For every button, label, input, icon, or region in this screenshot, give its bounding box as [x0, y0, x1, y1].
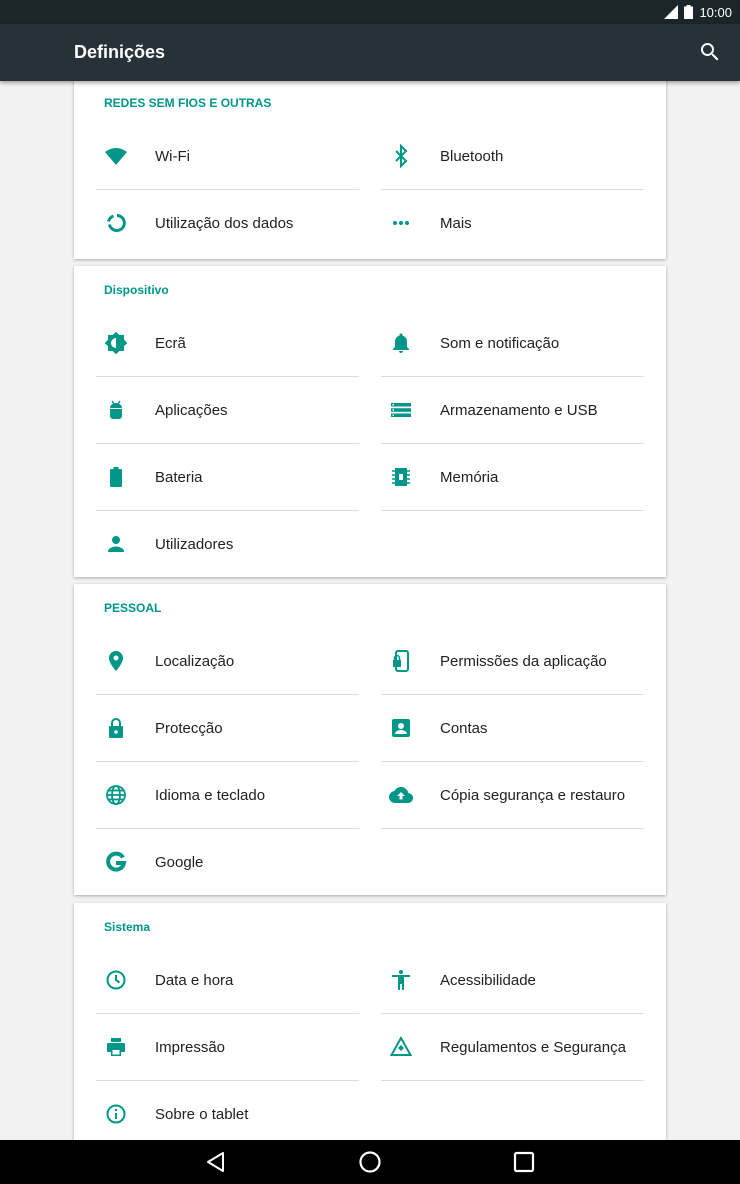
language-item[interactable]: [96, 762, 359, 829]
security-label: Protecção: [155, 720, 223, 737]
phone-lock-icon: [389, 649, 413, 673]
accessibility-label: Acessibilidade: [440, 972, 536, 989]
accounts-label: Contas: [440, 720, 488, 737]
back-icon: [204, 1150, 228, 1174]
system-header: Sistema: [104, 920, 151, 934]
storage-icon: [389, 398, 413, 422]
location-pin-icon: [104, 649, 128, 673]
more-icon: [389, 211, 413, 235]
device-card: [74, 266, 666, 577]
sound-item[interactable]: [381, 310, 644, 377]
android-icon: [104, 398, 128, 422]
back-button[interactable]: [204, 1150, 228, 1174]
date-time-label: Data e hora: [155, 972, 234, 989]
search-icon: [698, 40, 722, 64]
lock-icon: [104, 716, 128, 740]
users-item[interactable]: [96, 511, 359, 578]
location-item[interactable]: [96, 628, 359, 695]
navigation-bar: [0, 1140, 740, 1184]
google-item[interactable]: [96, 829, 359, 896]
home-icon: [358, 1150, 382, 1174]
users-label: Utilizadores: [155, 536, 234, 553]
search-button[interactable]: [698, 40, 722, 64]
brightness-icon: [104, 331, 128, 355]
battery-setting-icon: [104, 465, 128, 489]
more-label: Mais: [440, 215, 472, 232]
regulatory-icon: [389, 1035, 413, 1059]
accounts-item[interactable]: [381, 695, 644, 762]
battery-icon: [684, 5, 693, 19]
memory-item[interactable]: [381, 444, 644, 511]
security-item[interactable]: [96, 695, 359, 762]
display-item[interactable]: [96, 310, 359, 377]
globe-icon: [104, 783, 128, 807]
info-icon: [104, 1102, 128, 1126]
regulatory-item[interactable]: [381, 1014, 644, 1081]
google-icon: [104, 850, 128, 874]
home-button[interactable]: [358, 1150, 382, 1174]
more-item[interactable]: [381, 190, 644, 257]
bluetooth-label: Bluetooth: [440, 148, 504, 165]
device-header: Dispositivo: [104, 283, 169, 297]
backup-item[interactable]: [381, 762, 644, 829]
apps-item[interactable]: [96, 377, 359, 444]
battery-label: Bateria: [155, 469, 203, 486]
account-box-icon: [389, 716, 413, 740]
wireless-card: [74, 81, 666, 259]
display-label: Ecrã: [155, 335, 186, 352]
wifi-label: Wi-Fi: [155, 148, 190, 165]
personal-card: [74, 584, 666, 895]
person-icon: [104, 532, 128, 556]
date-time-item[interactable]: [96, 947, 359, 1014]
apps-label: Aplicações: [155, 402, 228, 419]
memory-icon: [389, 465, 413, 489]
status-bar: [0, 0, 740, 24]
personal-header: PESSOAL: [104, 601, 162, 615]
bluetooth-icon: [389, 144, 413, 168]
battery-item[interactable]: [96, 444, 359, 511]
wifi-item[interactable]: [96, 123, 359, 190]
clock-icon: [104, 968, 128, 992]
regulatory-label: Regulamentos e Segurança: [440, 1039, 626, 1056]
wireless-header: REDES SEM FIOS E OUTRAS: [104, 96, 272, 110]
bell-icon: [389, 331, 413, 355]
language-label: Idioma e teclado: [155, 787, 266, 804]
printing-label: Impressão: [155, 1039, 226, 1056]
location-label: Localização: [155, 653, 235, 670]
app-permissions-label: Permissões da aplicação: [440, 653, 607, 670]
accessibility-item[interactable]: [381, 947, 644, 1014]
memory-label: Memória: [440, 469, 499, 486]
data-usage-icon: [104, 211, 128, 235]
wifi-icon: [104, 144, 128, 168]
about-label: Sobre o tablet: [155, 1106, 249, 1123]
backup-label: Cópia segurança e restauro: [440, 787, 626, 804]
accessibility-icon: [389, 968, 413, 992]
app-permissions-item[interactable]: [381, 628, 644, 695]
data-usage-label: Utilização dos dados: [155, 215, 294, 232]
recents-button[interactable]: [512, 1150, 536, 1174]
app-bar: [0, 24, 740, 81]
about-item[interactable]: [96, 1081, 359, 1140]
sound-label: Som e notificação: [440, 335, 560, 352]
cloud-upload-icon: [389, 783, 413, 807]
storage-label: Armazenamento e USB: [440, 402, 598, 419]
system-card: [74, 903, 666, 1140]
page-title: Definições: [74, 42, 166, 62]
data-usage-item[interactable]: [96, 190, 359, 257]
bluetooth-item[interactable]: [381, 123, 644, 190]
signal-icon: [664, 5, 678, 19]
storage-item[interactable]: [381, 377, 644, 444]
google-label: Google: [155, 854, 204, 871]
settings-list[interactable]: [0, 81, 740, 1140]
printing-item[interactable]: [96, 1014, 359, 1081]
status-time: 10:00: [699, 4, 732, 20]
recents-icon: [512, 1150, 536, 1174]
printer-icon: [104, 1035, 128, 1059]
